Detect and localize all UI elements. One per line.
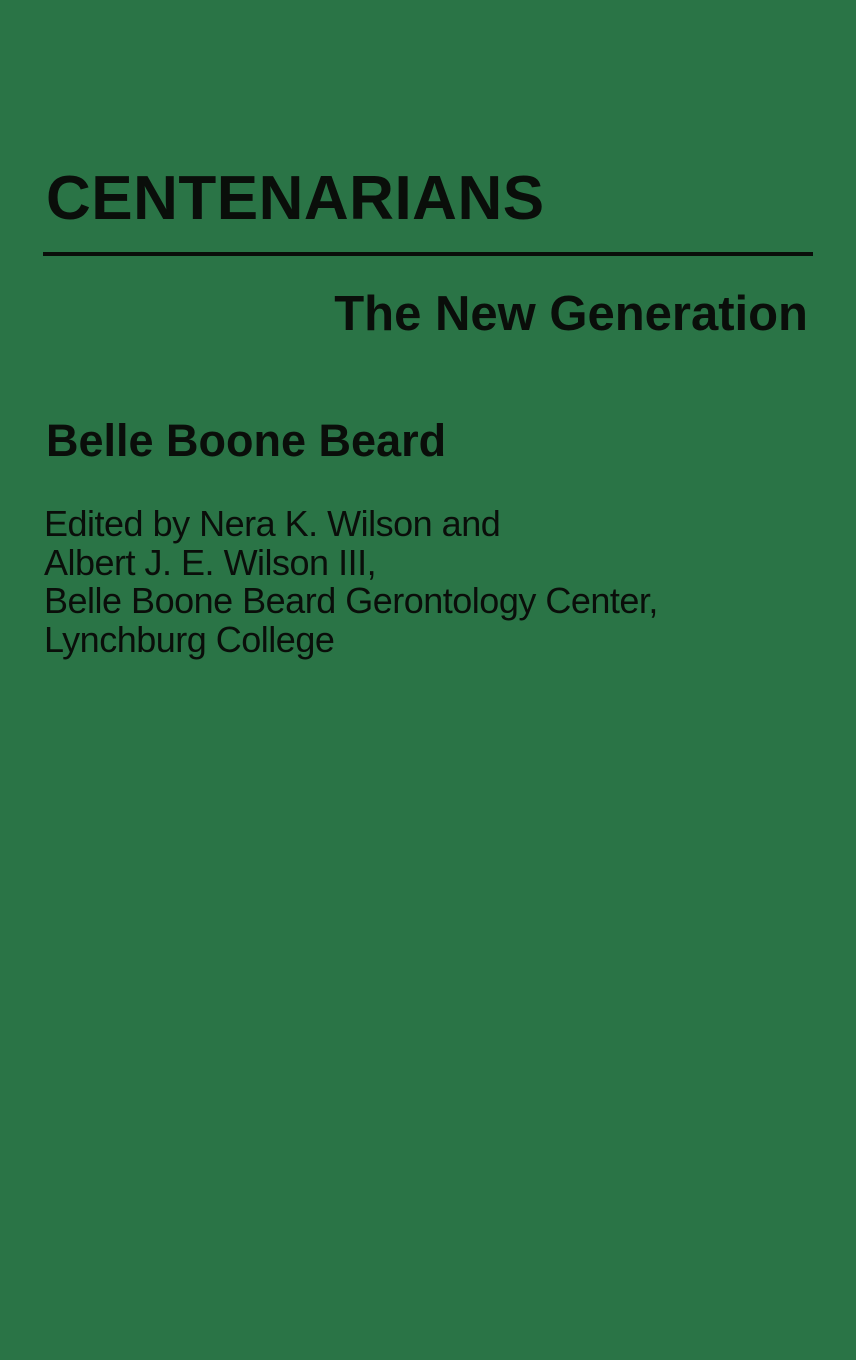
editor-credit-line: Albert J. E. Wilson III, [44,541,377,583]
book-title: CENTENARIANS [46,164,545,233]
editor-credit-line: Belle Boone Beard Gerontology Center, [44,580,658,621]
editor-credit-block [44,505,658,659]
author-name: Belle Boone Beard [46,415,447,466]
book-subtitle: The New Generation [334,287,808,341]
editor-credit-line: Edited by Nera K. Wilson and [44,503,501,544]
title-underline-rule [43,252,813,256]
editor-credit-line: Lynchburg College [44,618,335,660]
